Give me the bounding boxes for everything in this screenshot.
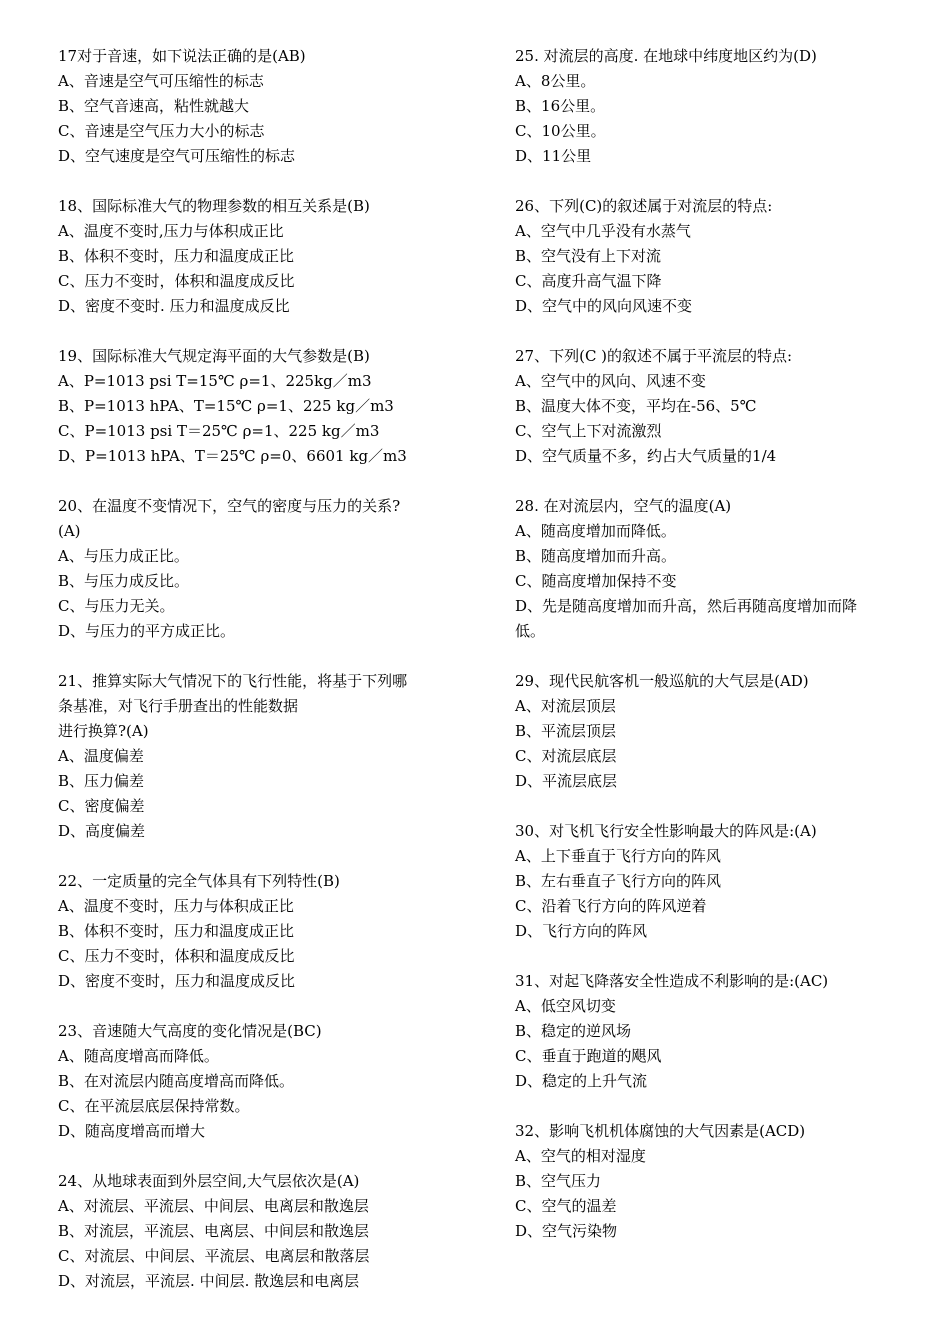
question-block bbox=[58, 194, 458, 319]
question-line: C、垂直于跑道的飓风 bbox=[515, 1047, 662, 1065]
question-block bbox=[515, 669, 900, 794]
question-text: 30、对飞机飞行安全性影响最大的阵风是:(A) bbox=[515, 822, 817, 840]
question-line: B、温度大体不变，平均在-56、5℃ bbox=[515, 397, 757, 415]
question-block bbox=[58, 494, 458, 644]
question-text: 18、国际标准大气的物理参数的相互关系是(B) bbox=[58, 197, 370, 215]
question-line: C、压力不变时，体积和温度成反比 bbox=[58, 947, 295, 965]
question-text: 24、从地球表面到外层空间,大气层依次是(A) bbox=[58, 1172, 360, 1190]
question-text: 25. 对流层的高度. 在地球中纬度地区约为(D) bbox=[515, 47, 817, 65]
question-line: A、低空风切变 bbox=[515, 997, 616, 1015]
question-text: 22、一定质量的完全气体具有下列特性(B) bbox=[58, 872, 340, 890]
question-text: 32、影响飞机机体腐蚀的大气因素是(ACD) bbox=[515, 1122, 806, 1140]
question-line: D、空气速度是空气可压缩性的标志 bbox=[58, 147, 296, 165]
question-block bbox=[58, 44, 458, 169]
question-line: C、压力不变时，体积和温度成反比 bbox=[58, 272, 295, 290]
question-line: D、空气中的风向风速不变 bbox=[515, 297, 693, 315]
question-line: 低。 bbox=[515, 622, 546, 640]
question-line: C、10公里。 bbox=[515, 122, 606, 140]
question-line: A、P=1013 psi T=15℃ ρ=1、225kg／m3 bbox=[58, 372, 372, 390]
question-text: 31、对起飞降落安全性造成不利影响的是:(AC) bbox=[515, 972, 829, 990]
question-block bbox=[515, 344, 900, 469]
question-line: D、飞行方向的阵风 bbox=[515, 922, 648, 940]
question-line: D、平流层底层 bbox=[515, 772, 618, 790]
question-line: B、左右垂直子飞行方向的阵风 bbox=[515, 872, 722, 890]
question-block bbox=[515, 44, 900, 169]
question-text: 20、在温度不变情况下，空气的密度与压力的关系? bbox=[58, 497, 401, 515]
question-line: B、与压力成反比。 bbox=[58, 572, 190, 590]
question-text: 29、现代民航客机一般巡航的大气层是(AD) bbox=[515, 672, 809, 690]
question-line: B、16公里。 bbox=[515, 97, 606, 115]
question-line: D、对流层，平流层. 中间层. 散逸层和电离层 bbox=[58, 1272, 360, 1290]
question-line: C、在平流层底层保持常数。 bbox=[58, 1097, 250, 1115]
question-line: A、空气的相对湿度 bbox=[515, 1147, 646, 1165]
question-line: B、随高度增加而升高。 bbox=[515, 547, 677, 565]
question-text: 28. 在对流层内，空气的温度(A) bbox=[515, 497, 732, 515]
question-line: D、空气质量不多，约占大气质量的1/4 bbox=[515, 447, 777, 465]
question-line: B、在对流层内随高度增高而降低。 bbox=[58, 1072, 295, 1090]
question-line: A、温度偏差 bbox=[58, 747, 144, 765]
question-line: A、温度不变时，压力与体积成正比 bbox=[58, 897, 294, 915]
question-line: B、平流层顶层 bbox=[515, 722, 617, 740]
question-block bbox=[515, 1119, 900, 1244]
question-line: A、空气中的风向、风速不变 bbox=[515, 372, 706, 390]
question-block bbox=[58, 344, 458, 469]
question-block bbox=[515, 969, 900, 1094]
question-line: A、音速是空气可压缩性的标志 bbox=[58, 72, 264, 90]
question-line: B、压力偏差 bbox=[58, 772, 145, 790]
question-text: 21、推算实际大气情况下的飞行性能，将基于下列哪 bbox=[58, 672, 408, 690]
question-line: B、体积不变时，压力和温度成正比 bbox=[58, 247, 295, 265]
question-block bbox=[515, 819, 900, 944]
question-line: B、空气压力 bbox=[515, 1172, 602, 1190]
question-line: C、对流层、中间层、平流层、电离层和散落层 bbox=[58, 1247, 370, 1265]
question-line: D、与压力的平方成正比。 bbox=[58, 622, 236, 640]
question-line: A、对流层顶层 bbox=[515, 697, 616, 715]
question-line: C、与压力无关。 bbox=[58, 597, 175, 615]
question-line: D、密度不变时，压力和温度成反比 bbox=[58, 972, 296, 990]
question-line: D、高度偏差 bbox=[58, 822, 146, 840]
question-line: B、空气音速高，粘性就越大 bbox=[58, 97, 250, 115]
question-block bbox=[58, 669, 458, 844]
question-line: D、先是随高度增加而升高，然后再随高度增加而降 bbox=[515, 597, 858, 615]
question-line: C、空气的温差 bbox=[515, 1197, 617, 1215]
question-block bbox=[515, 194, 900, 319]
question-line: A、上下垂直于飞行方向的阵风 bbox=[515, 847, 721, 865]
question-line: C、高度升高气温下降 bbox=[515, 272, 662, 290]
question-line: D、11公里 bbox=[515, 147, 592, 165]
question-text: 19、国际标准大气规定海平面的大气参数是(B) bbox=[58, 347, 370, 365]
question-line: A、对流层、平流层、中间层、电离层和散逸层 bbox=[58, 1197, 369, 1215]
left-column bbox=[58, 44, 458, 1319]
question-line: C、P=1013 psi T＝25℃ ρ=1、225 kg／m3 bbox=[58, 422, 380, 440]
right-column bbox=[515, 44, 900, 1269]
question-line: C、对流层底层 bbox=[515, 747, 617, 765]
question-line: C、空气上下对流激烈 bbox=[515, 422, 662, 440]
question-line: D、随高度增高而增大 bbox=[58, 1122, 206, 1140]
question-block bbox=[58, 869, 458, 994]
question-line: A、随高度增高而降低。 bbox=[58, 1047, 219, 1065]
question-line: A、8公里。 bbox=[515, 72, 596, 90]
question-line: D、P=1013 hPA、T＝25℃ ρ=0、6601 kg／m3 bbox=[58, 447, 407, 465]
question-line: B、空气没有上下对流 bbox=[515, 247, 662, 265]
question-line: D、密度不变时. 压力和温度成反比 bbox=[58, 297, 290, 315]
question-line: A、随高度增加而降低。 bbox=[515, 522, 676, 540]
question-text: 23、音速随大气高度的变化情况是(BC) bbox=[58, 1022, 322, 1040]
question-line: C、沿着飞行方向的阵风逆着 bbox=[515, 897, 707, 915]
question-line: B、P=1013 hPA、T=15℃ ρ=1、225 kg／m3 bbox=[58, 397, 394, 415]
question-text: 17对于音速，如下说法正确的是(AB) bbox=[58, 47, 306, 65]
question-line: D、稳定的上升气流 bbox=[515, 1072, 648, 1090]
question-line: (A) bbox=[58, 522, 81, 540]
question-text: 26、下列(C)的叙述属于对流层的特点: bbox=[515, 197, 773, 215]
question-line: A、温度不变时,压力与体积成正比 bbox=[58, 222, 284, 240]
question-text: 27、下列(C )的叙述不属于平流层的特点: bbox=[515, 347, 793, 365]
question-line: C、密度偏差 bbox=[58, 797, 145, 815]
question-block bbox=[58, 1169, 458, 1294]
question-line: B、对流层，平流层、电离层、中间层和散逸层 bbox=[58, 1222, 370, 1240]
question-line: C、随高度增加保持不变 bbox=[515, 572, 677, 590]
question-line: A、空气中几乎没有水蒸气 bbox=[515, 222, 691, 240]
question-line: B、稳定的逆风场 bbox=[515, 1022, 632, 1040]
question-line: 条基准，对飞行手册查出的性能数据 bbox=[58, 697, 299, 715]
question-block bbox=[515, 494, 900, 644]
question-block bbox=[58, 1019, 458, 1144]
question-line: A、与压力成正比。 bbox=[58, 547, 189, 565]
question-line: D、空气污染物 bbox=[515, 1222, 618, 1240]
question-line: C、音速是空气压力大小的标志 bbox=[58, 122, 265, 140]
question-line: B、体积不变时，压力和温度成正比 bbox=[58, 922, 295, 940]
question-line: 进行换算?(A) bbox=[58, 722, 149, 740]
